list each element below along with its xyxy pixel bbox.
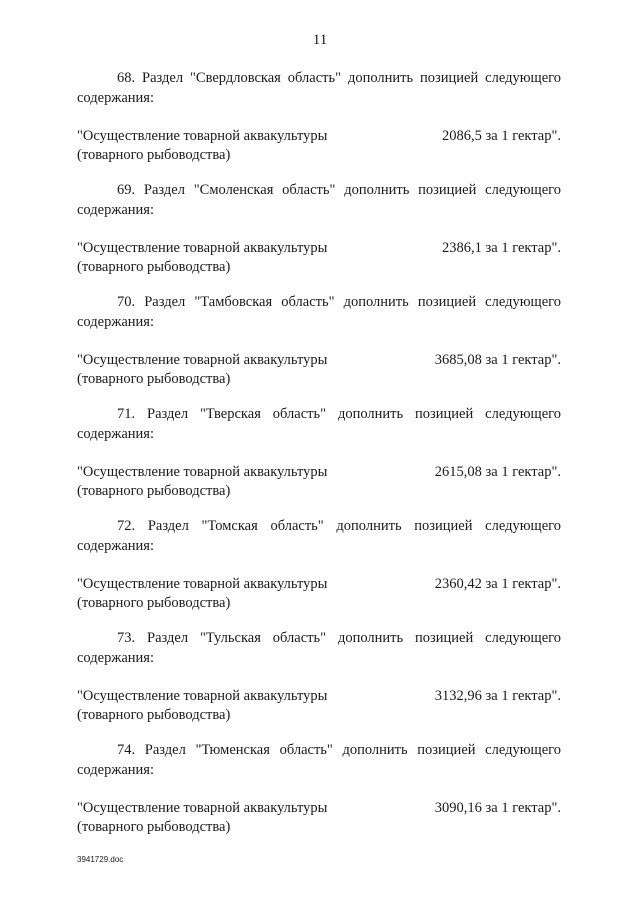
page-number: 11 (312, 32, 328, 48)
amendment-section-71 (77, 404, 561, 516)
position-row (77, 463, 561, 503)
position-name-line2: (товарного рыбоводства) (77, 259, 231, 275)
position-row (77, 351, 561, 391)
position-name-line2: (товарного рыбоводства) (77, 819, 231, 835)
position-name (77, 575, 377, 613)
position-name (77, 799, 377, 837)
amendment-section-69 (77, 180, 561, 292)
position-name (77, 239, 377, 277)
position-name (77, 351, 377, 389)
position-name-line2: (товарного рыбоводства) (77, 707, 231, 723)
document-filename: 3941729.doc (77, 855, 124, 864)
position-name (77, 127, 377, 165)
position-name-line2: (товарного рыбоводства) (77, 595, 231, 611)
position-name-line2: (товарного рыбоводства) (77, 483, 231, 499)
position-name-line1: "Осуществление товарной аквакультуры (77, 464, 328, 480)
position-row (77, 127, 561, 167)
position-row (77, 239, 561, 279)
amendment-section-74 (77, 740, 561, 852)
position-name-line1: "Осуществление товарной аквакультуры (77, 240, 328, 256)
position-rate: 2360,42 за 1 гектар". (434, 576, 561, 592)
position-rate: 2615,08 за 1 гектар". (434, 464, 561, 480)
position-name-line1: "Осуществление товарной аквакультуры (77, 352, 328, 368)
section-heading: 70. Раздел "Тамбовская область" дополнить позицией следующего содержания: (77, 294, 561, 330)
amendment-section-68 (77, 68, 561, 180)
position-row (77, 687, 561, 727)
section-heading: 69. Раздел "Смоленская область" дополнить позицией следующего содержания: (77, 182, 561, 218)
amendment-list (77, 68, 561, 852)
position-name-line1: "Осуществление товарной аквакультуры (77, 576, 328, 592)
position-rate: 2086,5 за 1 гектар". (442, 128, 561, 144)
section-heading: 73. Раздел "Тульская область" дополнить позицией следующего содержания: (77, 630, 561, 666)
position-rate: 3685,08 за 1 гектар". (434, 352, 561, 368)
position-rate: 3132,96 за 1 гектар". (434, 688, 561, 704)
position-name-line2: (товарного рыбоводства) (77, 371, 231, 387)
position-name-line1: "Осуществление товарной аквакультуры (77, 800, 328, 816)
section-heading: 72. Раздел "Томская область" дополнить позицией следующего содержания: (77, 518, 561, 554)
position-name-line2: (товарного рыбоводства) (77, 147, 231, 163)
position-name-line1: "Осуществление товарной аквакультуры (77, 688, 328, 704)
position-row (77, 575, 561, 615)
amendment-section-73 (77, 628, 561, 740)
section-heading: 74. Раздел "Тюменская область" дополнить позицией следующего содержания: (77, 742, 561, 778)
position-name (77, 463, 377, 501)
position-name (77, 687, 377, 725)
position-rate: 3090,16 за 1 гектар". (434, 800, 561, 816)
amendment-section-70 (77, 292, 561, 404)
position-rate: 2386,1 за 1 гектар". (442, 240, 561, 256)
amendment-section-72 (77, 516, 561, 628)
position-name-line1: "Осуществление товарной аквакультуры (77, 128, 328, 144)
section-heading: 68. Раздел "Свердловская область" дополнить позицией следующего содержания: (77, 70, 561, 106)
position-row (77, 799, 561, 839)
section-heading: 71. Раздел "Тверская область" дополнить позицией следующего содержания: (77, 406, 561, 442)
